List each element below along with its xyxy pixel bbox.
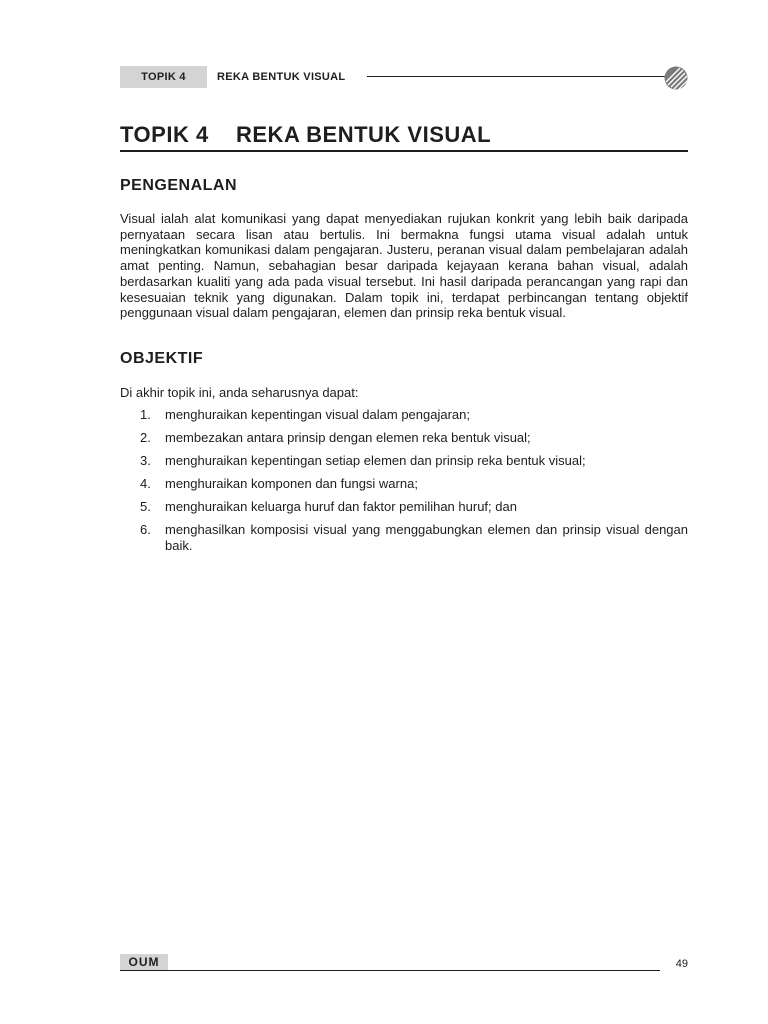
running-header-topic-label: TOPIK 4: [120, 66, 207, 88]
objectives-list: [120, 407, 688, 561]
list-item-text: menghuraikan kepentingan visual dalam pengajaran;: [165, 407, 470, 422]
list-item-number: 5.: [140, 499, 151, 514]
list-item: [120, 453, 688, 469]
running-header-title: REKA BENTUK VISUAL: [217, 71, 346, 83]
list-item-text: menghuraikan keluarga huruf dan faktor pemilihan huruf; dan: [165, 499, 517, 514]
list-item-number: 3.: [140, 453, 151, 468]
list-item-number: 6.: [140, 522, 151, 537]
list-item-number: 1.: [140, 407, 151, 422]
oum-striped-globe-icon: [664, 66, 688, 90]
list-item-text: menghuraikan kepentingan setiap elemen dan prinsip reka bentuk visual;: [165, 453, 586, 468]
footer-rule: [120, 970, 660, 971]
list-item-text: menghuraikan komponen dan fungsi warna;: [165, 476, 418, 491]
list-item: [120, 476, 688, 492]
list-item-text: menghasilkan komposisi visual yang menggabungkan elemen dan prinsip visual dengan baik.: [165, 522, 688, 553]
list-item: [120, 499, 688, 515]
objectives-lead: Di akhir topik ini, anda seharusnya dapat:: [120, 385, 359, 400]
list-item: [120, 522, 688, 554]
page-footer: [120, 954, 688, 974]
page-number: 49: [675, 958, 688, 970]
list-item-number: 2.: [140, 430, 151, 445]
intro-paragraph: Visual ialah alat komunikasi yang dapat menyediakan rujukan konkrit yang lebih baik daripada pernyataan secara lisan atau bertulis. Ini bermakna fungsi utama visual adalah untuk meningkatkan komunikasi dalam pengajaran. Justeru, peranan visual dalam pembelajaran adalah amat penting. Namun, sebahagian besar daripada kejayaan kerana bahan visual, adalah berdasarkan kualiti yang ada pada visual tersebut. Ini hasil daripada perancangan yang rapi dan kesesuaian teknik yang digunakan. Dalam topik ini, terdapat perbincangan tentang objektif penggunaan visual dalam pengajaran, elemen dan prinsip reka bentuk visual.: [120, 211, 688, 321]
topic-title: REKA BENTUK VISUAL: [236, 122, 492, 147]
running-header-rule: [367, 76, 666, 77]
list-item: [120, 430, 688, 446]
list-item-number: 4.: [140, 476, 151, 491]
footer-brand: OUM: [120, 954, 168, 970]
topic-heading: [120, 120, 688, 152]
running-header: [120, 66, 688, 88]
topic-number: TOPIK 4: [120, 122, 209, 147]
list-item-text: membezakan antara prinsip dengan elemen reka bentuk visual;: [165, 430, 531, 445]
objectives-heading: OBJEKTIF: [120, 350, 204, 367]
intro-heading: PENGENALAN: [120, 177, 238, 194]
list-item: [120, 407, 688, 423]
